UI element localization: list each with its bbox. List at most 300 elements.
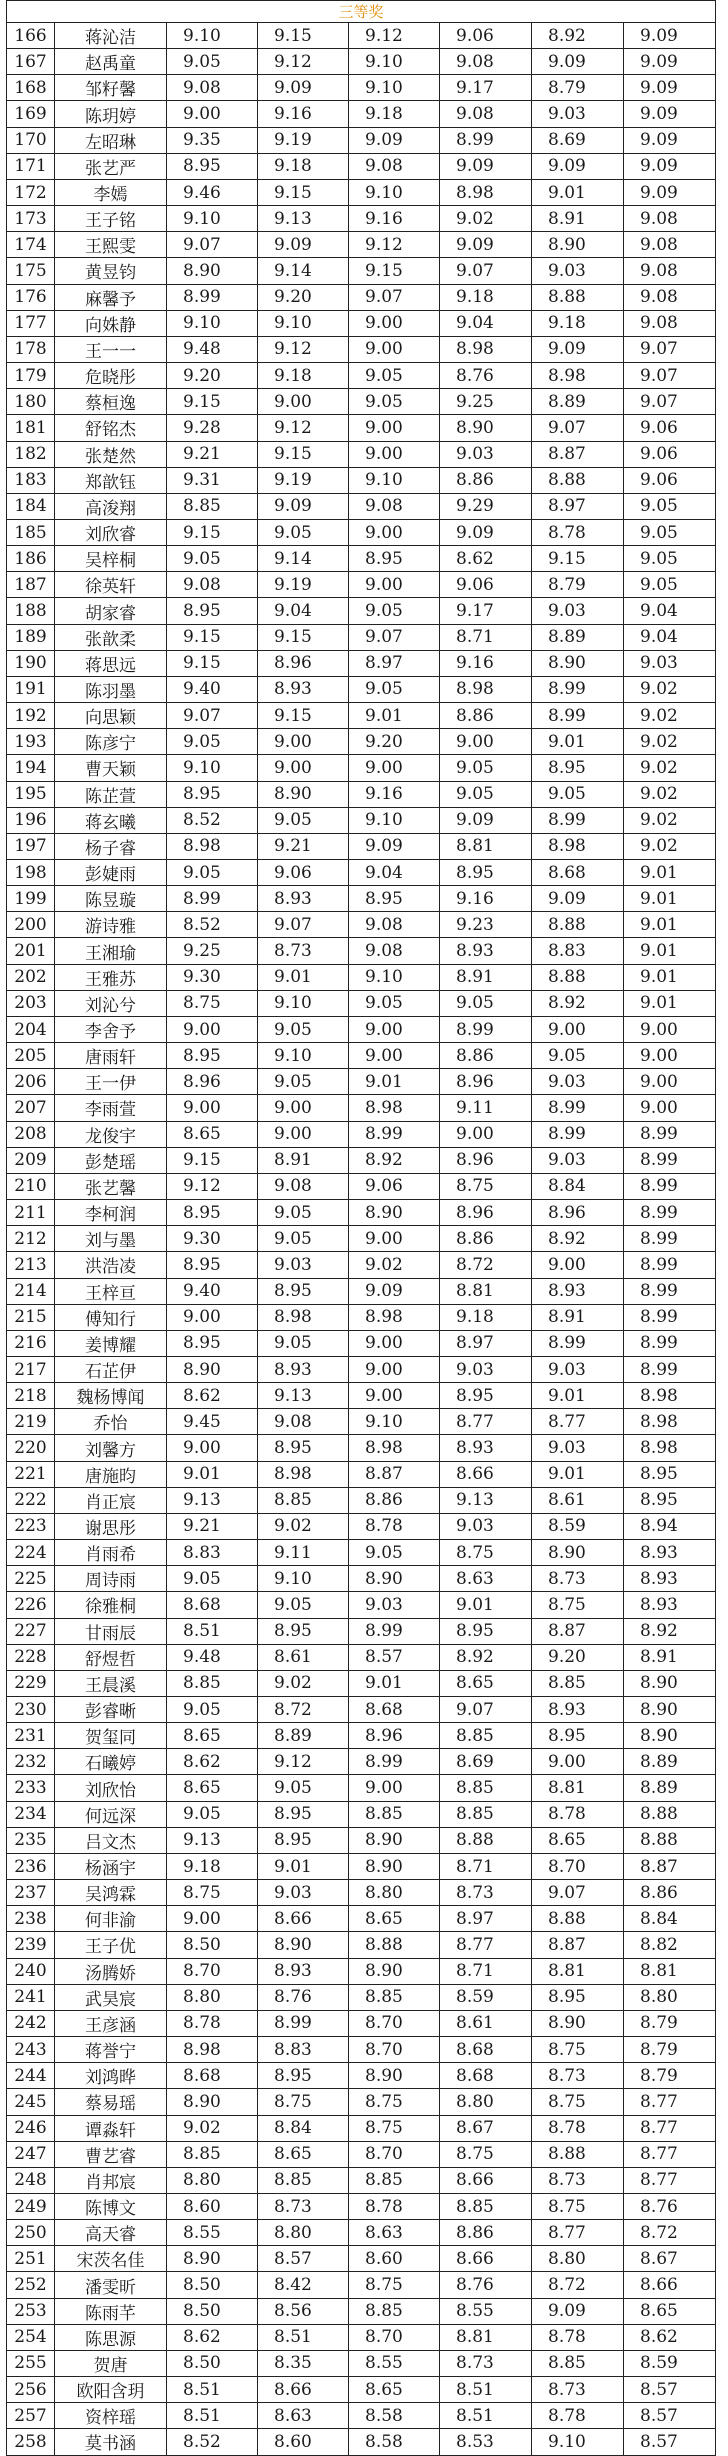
score-2-cell: 9.05 bbox=[258, 1592, 349, 1618]
score-5-cell: 8.59 bbox=[532, 1513, 624, 1539]
score-4-cell: 8.80 bbox=[440, 2089, 532, 2115]
table-row bbox=[7, 1644, 716, 1670]
rank-cell: 166 bbox=[7, 23, 55, 49]
score-1-cell: 9.15 bbox=[167, 650, 258, 676]
score-3-cell: 9.00 bbox=[349, 310, 440, 336]
score-1-cell: 9.45 bbox=[167, 1409, 258, 1435]
table-row bbox=[7, 1540, 716, 1566]
name-cell: 张艺严 bbox=[55, 153, 167, 179]
name-cell: 唐雨轩 bbox=[55, 1043, 167, 1069]
rank-cell: 189 bbox=[7, 624, 55, 650]
table-row bbox=[7, 1775, 716, 1801]
score-2-cell: 8.73 bbox=[258, 938, 349, 964]
table-row bbox=[7, 2141, 716, 2167]
score-1-cell: 8.62 bbox=[167, 1749, 258, 1775]
score-3-cell: 8.88 bbox=[349, 1932, 440, 1958]
score-5-cell: 9.00 bbox=[532, 1016, 624, 1042]
score-5-cell: 9.05 bbox=[532, 781, 624, 807]
name-cell: 王梓亘 bbox=[55, 1278, 167, 1304]
name-cell: 黄昱钧 bbox=[55, 258, 167, 284]
table-row bbox=[7, 2324, 716, 2350]
score-1-cell: 9.40 bbox=[167, 1278, 258, 1304]
final-score-cell: 8.79 bbox=[624, 2010, 716, 2036]
score-1-cell: 8.95 bbox=[167, 1252, 258, 1278]
score-3-cell: 9.08 bbox=[349, 493, 440, 519]
score-5-cell: 9.03 bbox=[532, 258, 624, 284]
score-1-cell: 8.51 bbox=[167, 2377, 258, 2403]
rank-cell: 194 bbox=[7, 755, 55, 781]
score-1-cell: 8.50 bbox=[167, 2298, 258, 2324]
name-cell: 郑歆钰 bbox=[55, 467, 167, 493]
name-cell: 莫书涵 bbox=[55, 2429, 167, 2455]
score-1-cell: 9.18 bbox=[167, 1853, 258, 1879]
score-2-cell: 8.51 bbox=[258, 2324, 349, 2350]
name-cell: 吴鸿霖 bbox=[55, 1880, 167, 1906]
rank-cell: 242 bbox=[7, 2010, 55, 2036]
final-score-cell: 9.08 bbox=[624, 284, 716, 310]
name-cell: 徐英轩 bbox=[55, 572, 167, 598]
score-1-cell: 9.07 bbox=[167, 232, 258, 258]
table-row bbox=[7, 990, 716, 1016]
score-5-cell: 8.81 bbox=[532, 1775, 624, 1801]
table-row bbox=[7, 2403, 716, 2429]
name-cell: 何非渝 bbox=[55, 1906, 167, 1932]
score-3-cell: 9.00 bbox=[349, 519, 440, 545]
score-4-cell: 9.02 bbox=[440, 206, 532, 232]
table-row bbox=[7, 1069, 716, 1095]
score-5-cell: 8.87 bbox=[532, 1618, 624, 1644]
final-score-cell: 8.90 bbox=[624, 1723, 716, 1749]
score-1-cell: 9.30 bbox=[167, 1226, 258, 1252]
score-4-cell: 9.16 bbox=[440, 886, 532, 912]
score-4-cell: 9.05 bbox=[440, 990, 532, 1016]
score-2-cell: 8.90 bbox=[258, 781, 349, 807]
score-1-cell: 8.60 bbox=[167, 2193, 258, 2219]
table-row bbox=[7, 2246, 716, 2272]
score-3-cell: 8.58 bbox=[349, 2429, 440, 2455]
score-2-cell: 9.13 bbox=[258, 206, 349, 232]
final-score-cell: 9.04 bbox=[624, 598, 716, 624]
final-score-cell: 9.01 bbox=[624, 990, 716, 1016]
name-cell: 乔怡 bbox=[55, 1409, 167, 1435]
score-5-cell: 8.93 bbox=[532, 1278, 624, 1304]
score-3-cell: 9.07 bbox=[349, 284, 440, 310]
score-3-cell: 9.01 bbox=[349, 703, 440, 729]
final-score-cell: 9.02 bbox=[624, 703, 716, 729]
score-2-cell: 8.85 bbox=[258, 2167, 349, 2193]
rank-cell: 245 bbox=[7, 2089, 55, 2115]
score-3-cell: 8.75 bbox=[349, 2089, 440, 2115]
score-2-cell: 9.18 bbox=[258, 363, 349, 389]
final-score-cell: 9.02 bbox=[624, 807, 716, 833]
score-3-cell: 8.85 bbox=[349, 2167, 440, 2193]
name-cell: 肖雨希 bbox=[55, 1540, 167, 1566]
name-cell: 肖邦宸 bbox=[55, 2167, 167, 2193]
score-1-cell: 9.15 bbox=[167, 624, 258, 650]
final-score-cell: 8.93 bbox=[624, 1592, 716, 1618]
name-cell: 蔡桓逸 bbox=[55, 389, 167, 415]
score-5-cell: 9.03 bbox=[532, 598, 624, 624]
name-cell: 石芷伊 bbox=[55, 1356, 167, 1382]
table-row bbox=[7, 2350, 716, 2376]
score-3-cell: 9.09 bbox=[349, 1278, 440, 1304]
score-4-cell: 8.71 bbox=[440, 1853, 532, 1879]
table-row bbox=[7, 1095, 716, 1121]
name-cell: 赵禹童 bbox=[55, 49, 167, 75]
name-cell: 徐雅桐 bbox=[55, 1592, 167, 1618]
rank-cell: 183 bbox=[7, 467, 55, 493]
score-2-cell: 9.14 bbox=[258, 546, 349, 572]
score-5-cell: 8.91 bbox=[532, 206, 624, 232]
score-5-cell: 8.88 bbox=[532, 1906, 624, 1932]
name-cell: 张艺馨 bbox=[55, 1173, 167, 1199]
table-row bbox=[7, 2298, 716, 2324]
rank-cell: 219 bbox=[7, 1409, 55, 1435]
table-row bbox=[7, 336, 716, 362]
score-3-cell: 8.58 bbox=[349, 2403, 440, 2429]
score-4-cell: 8.81 bbox=[440, 1278, 532, 1304]
score-1-cell: 8.85 bbox=[167, 2141, 258, 2167]
score-4-cell: 8.96 bbox=[440, 1200, 532, 1226]
final-score-cell: 8.77 bbox=[624, 2115, 716, 2141]
score-2-cell: 9.09 bbox=[258, 493, 349, 519]
final-score-cell: 8.77 bbox=[624, 2089, 716, 2115]
score-1-cell: 9.31 bbox=[167, 467, 258, 493]
score-1-cell: 8.75 bbox=[167, 1880, 258, 1906]
final-score-cell: 8.99 bbox=[624, 1356, 716, 1382]
score-3-cell: 9.00 bbox=[349, 572, 440, 598]
score-5-cell: 8.87 bbox=[532, 441, 624, 467]
score-3-cell: 8.57 bbox=[349, 1644, 440, 1670]
score-2-cell: 8.73 bbox=[258, 2193, 349, 2219]
score-1-cell: 8.51 bbox=[167, 2403, 258, 2429]
name-cell: 蔡易瑶 bbox=[55, 2089, 167, 2115]
final-score-cell: 8.95 bbox=[624, 1487, 716, 1513]
final-score-cell: 8.89 bbox=[624, 1775, 716, 1801]
final-score-cell: 8.99 bbox=[624, 1147, 716, 1173]
final-score-cell: 9.06 bbox=[624, 467, 716, 493]
name-cell: 王一一 bbox=[55, 336, 167, 362]
score-3-cell: 8.70 bbox=[349, 2141, 440, 2167]
score-2-cell: 8.95 bbox=[258, 1801, 349, 1827]
score-5-cell: 8.90 bbox=[532, 650, 624, 676]
score-1-cell: 8.62 bbox=[167, 1383, 258, 1409]
score-1-cell: 8.78 bbox=[167, 2010, 258, 2036]
table-row bbox=[7, 75, 716, 101]
score-3-cell: 8.65 bbox=[349, 2377, 440, 2403]
score-1-cell: 8.50 bbox=[167, 2350, 258, 2376]
rank-cell: 221 bbox=[7, 1461, 55, 1487]
score-5-cell: 9.15 bbox=[532, 546, 624, 572]
score-4-cell: 8.92 bbox=[440, 1644, 532, 1670]
score-3-cell: 8.99 bbox=[349, 1121, 440, 1147]
name-cell: 王子优 bbox=[55, 1932, 167, 1958]
score-3-cell: 9.00 bbox=[349, 1016, 440, 1042]
name-cell: 麻馨予 bbox=[55, 284, 167, 310]
score-3-cell: 9.10 bbox=[349, 807, 440, 833]
name-cell: 李嫣 bbox=[55, 179, 167, 205]
table-row bbox=[7, 1487, 716, 1513]
final-score-cell: 8.57 bbox=[624, 2429, 716, 2455]
score-3-cell: 9.05 bbox=[349, 1540, 440, 1566]
rank-cell: 181 bbox=[7, 415, 55, 441]
table-row bbox=[7, 23, 716, 49]
final-score-cell: 8.98 bbox=[624, 1383, 716, 1409]
score-3-cell: 8.98 bbox=[349, 1435, 440, 1461]
score-2-cell: 8.72 bbox=[258, 1697, 349, 1723]
score-4-cell: 8.86 bbox=[440, 2220, 532, 2246]
score-3-cell: 8.96 bbox=[349, 1723, 440, 1749]
score-3-cell: 9.06 bbox=[349, 1173, 440, 1199]
score-2-cell: 8.98 bbox=[258, 1461, 349, 1487]
rank-cell: 238 bbox=[7, 1906, 55, 1932]
score-2-cell: 8.95 bbox=[258, 2063, 349, 2089]
rank-cell: 247 bbox=[7, 2141, 55, 2167]
score-4-cell: 9.09 bbox=[440, 232, 532, 258]
score-1-cell: 8.99 bbox=[167, 284, 258, 310]
score-1-cell: 9.13 bbox=[167, 1487, 258, 1513]
name-cell: 高天睿 bbox=[55, 2220, 167, 2246]
score-4-cell: 9.07 bbox=[440, 258, 532, 284]
rank-cell: 177 bbox=[7, 310, 55, 336]
table-row bbox=[7, 1016, 716, 1042]
score-4-cell: 8.85 bbox=[440, 1801, 532, 1827]
score-5-cell: 8.92 bbox=[532, 23, 624, 49]
score-4-cell: 8.97 bbox=[440, 1330, 532, 1356]
name-cell: 刘欣睿 bbox=[55, 519, 167, 545]
name-cell: 李舍予 bbox=[55, 1016, 167, 1042]
name-cell: 贺唐 bbox=[55, 2350, 167, 2376]
rank-cell: 253 bbox=[7, 2298, 55, 2324]
score-5-cell: 8.99 bbox=[532, 1330, 624, 1356]
score-4-cell: 8.86 bbox=[440, 703, 532, 729]
score-1-cell: 9.10 bbox=[167, 23, 258, 49]
score-2-cell: 9.19 bbox=[258, 467, 349, 493]
score-5-cell: 9.03 bbox=[532, 101, 624, 127]
score-1-cell: 9.46 bbox=[167, 179, 258, 205]
score-5-cell: 8.77 bbox=[532, 2220, 624, 2246]
score-2-cell: 9.10 bbox=[258, 310, 349, 336]
name-cell: 向姝静 bbox=[55, 310, 167, 336]
name-cell: 邹籽馨 bbox=[55, 75, 167, 101]
rank-cell: 193 bbox=[7, 729, 55, 755]
score-3-cell: 9.05 bbox=[349, 598, 440, 624]
score-3-cell: 9.16 bbox=[349, 781, 440, 807]
rank-cell: 212 bbox=[7, 1226, 55, 1252]
name-cell: 彭楚瑶 bbox=[55, 1147, 167, 1173]
score-2-cell: 9.05 bbox=[258, 1226, 349, 1252]
score-3-cell: 9.05 bbox=[349, 676, 440, 702]
score-3-cell: 8.92 bbox=[349, 1147, 440, 1173]
final-score-cell: 8.77 bbox=[624, 2141, 716, 2167]
score-4-cell: 8.51 bbox=[440, 2377, 532, 2403]
score-4-cell: 8.95 bbox=[440, 1618, 532, 1644]
score-4-cell: 8.86 bbox=[440, 1226, 532, 1252]
score-5-cell: 8.88 bbox=[532, 912, 624, 938]
table-row bbox=[7, 467, 716, 493]
table-row bbox=[7, 1566, 716, 1592]
score-3-cell: 8.90 bbox=[349, 1827, 440, 1853]
final-score-cell: 8.99 bbox=[624, 1252, 716, 1278]
score-table bbox=[6, 0, 716, 2456]
score-4-cell: 8.69 bbox=[440, 1749, 532, 1775]
score-2-cell: 9.00 bbox=[258, 389, 349, 415]
name-cell: 王湘瑜 bbox=[55, 938, 167, 964]
rank-cell: 230 bbox=[7, 1697, 55, 1723]
rank-cell: 217 bbox=[7, 1356, 55, 1382]
rank-cell: 226 bbox=[7, 1592, 55, 1618]
score-2-cell: 9.05 bbox=[258, 1775, 349, 1801]
table-row bbox=[7, 1827, 716, 1853]
score-2-cell: 8.76 bbox=[258, 1984, 349, 2010]
score-2-cell: 8.93 bbox=[258, 886, 349, 912]
score-3-cell: 9.10 bbox=[349, 964, 440, 990]
final-score-cell: 9.02 bbox=[624, 676, 716, 702]
score-1-cell: 9.15 bbox=[167, 389, 258, 415]
score-4-cell: 9.03 bbox=[440, 1513, 532, 1539]
score-5-cell: 8.61 bbox=[532, 1487, 624, 1513]
final-score-cell: 8.79 bbox=[624, 2037, 716, 2063]
name-cell: 陈思源 bbox=[55, 2324, 167, 2350]
name-cell: 刘与墨 bbox=[55, 1226, 167, 1252]
score-2-cell: 9.00 bbox=[258, 755, 349, 781]
rank-cell: 202 bbox=[7, 964, 55, 990]
name-cell: 蒋沁洁 bbox=[55, 23, 167, 49]
score-2-cell: 8.95 bbox=[258, 1618, 349, 1644]
score-3-cell: 8.70 bbox=[349, 2037, 440, 2063]
rank-cell: 199 bbox=[7, 886, 55, 912]
rank-cell: 240 bbox=[7, 1958, 55, 1984]
table-row bbox=[7, 2167, 716, 2193]
score-1-cell: 8.99 bbox=[167, 886, 258, 912]
final-score-cell: 8.90 bbox=[624, 1697, 716, 1723]
name-cell: 吴梓桐 bbox=[55, 546, 167, 572]
score-5-cell: 8.92 bbox=[532, 990, 624, 1016]
table-row bbox=[7, 860, 716, 886]
score-4-cell: 9.03 bbox=[440, 1356, 532, 1382]
table-row bbox=[7, 964, 716, 990]
score-3-cell: 8.90 bbox=[349, 1566, 440, 1592]
rank-cell: 234 bbox=[7, 1801, 55, 1827]
table-row bbox=[7, 232, 716, 258]
final-score-cell: 8.84 bbox=[624, 1906, 716, 1932]
score-2-cell: 9.20 bbox=[258, 284, 349, 310]
score-5-cell: 8.95 bbox=[532, 1984, 624, 2010]
final-score-cell: 9.04 bbox=[624, 624, 716, 650]
rank-cell: 241 bbox=[7, 1984, 55, 2010]
score-1-cell: 9.01 bbox=[167, 1461, 258, 1487]
table-row bbox=[7, 1697, 716, 1723]
score-3-cell: 9.09 bbox=[349, 833, 440, 859]
score-4-cell: 9.25 bbox=[440, 389, 532, 415]
score-3-cell: 8.99 bbox=[349, 1618, 440, 1644]
score-3-cell: 8.63 bbox=[349, 2220, 440, 2246]
rank-cell: 213 bbox=[7, 1252, 55, 1278]
score-1-cell: 9.21 bbox=[167, 441, 258, 467]
name-cell: 龙俊宇 bbox=[55, 1121, 167, 1147]
name-cell: 游诗雅 bbox=[55, 912, 167, 938]
rank-cell: 236 bbox=[7, 1853, 55, 1879]
score-3-cell: 8.90 bbox=[349, 1853, 440, 1879]
score-3-cell: 8.60 bbox=[349, 2246, 440, 2272]
final-score-cell: 8.99 bbox=[624, 1278, 716, 1304]
final-score-cell: 9.08 bbox=[624, 258, 716, 284]
rank-cell: 232 bbox=[7, 1749, 55, 1775]
score-5-cell: 8.81 bbox=[532, 1958, 624, 1984]
rank-cell: 229 bbox=[7, 1670, 55, 1696]
score-2-cell: 8.99 bbox=[258, 2010, 349, 2036]
score-2-cell: 9.16 bbox=[258, 101, 349, 127]
score-5-cell: 8.99 bbox=[532, 1095, 624, 1121]
score-3-cell: 8.90 bbox=[349, 1200, 440, 1226]
final-score-cell: 9.02 bbox=[624, 833, 716, 859]
name-cell: 彭婕雨 bbox=[55, 860, 167, 886]
table-row bbox=[7, 1409, 716, 1435]
table-row bbox=[7, 49, 716, 75]
final-score-cell: 9.00 bbox=[624, 1095, 716, 1121]
score-1-cell: 9.00 bbox=[167, 1016, 258, 1042]
table-row bbox=[7, 2220, 716, 2246]
rank-cell: 169 bbox=[7, 101, 55, 127]
score-1-cell: 8.52 bbox=[167, 807, 258, 833]
rank-cell: 209 bbox=[7, 1147, 55, 1173]
score-2-cell: 9.19 bbox=[258, 127, 349, 153]
name-cell: 王子铭 bbox=[55, 206, 167, 232]
score-5-cell: 9.10 bbox=[532, 2429, 624, 2455]
table-row bbox=[7, 886, 716, 912]
score-2-cell: 9.15 bbox=[258, 624, 349, 650]
table-row bbox=[7, 1043, 716, 1069]
name-cell: 陈羽墨 bbox=[55, 676, 167, 702]
score-3-cell: 8.90 bbox=[349, 1958, 440, 1984]
score-2-cell: 8.60 bbox=[258, 2429, 349, 2455]
score-2-cell: 8.83 bbox=[258, 2037, 349, 2063]
score-5-cell: 8.83 bbox=[532, 938, 624, 964]
name-cell: 陈玥婷 bbox=[55, 101, 167, 127]
name-cell: 石曦婷 bbox=[55, 1749, 167, 1775]
score-4-cell: 8.63 bbox=[440, 1566, 532, 1592]
rank-cell: 239 bbox=[7, 1932, 55, 1958]
table-row bbox=[7, 938, 716, 964]
score-1-cell: 9.00 bbox=[167, 1435, 258, 1461]
score-1-cell: 8.95 bbox=[167, 1330, 258, 1356]
score-2-cell: 9.15 bbox=[258, 441, 349, 467]
rank-cell: 203 bbox=[7, 990, 55, 1016]
table-row bbox=[7, 1173, 716, 1199]
final-score-cell: 8.57 bbox=[624, 2377, 716, 2403]
score-3-cell: 8.70 bbox=[349, 2010, 440, 2036]
score-2-cell: 9.00 bbox=[258, 1095, 349, 1121]
score-2-cell: 8.65 bbox=[258, 2141, 349, 2167]
score-5-cell: 8.98 bbox=[532, 363, 624, 389]
table-row bbox=[7, 676, 716, 702]
score-2-cell: 9.13 bbox=[258, 1383, 349, 1409]
score-5-cell: 8.99 bbox=[532, 703, 624, 729]
final-score-cell: 9.05 bbox=[624, 546, 716, 572]
final-score-cell: 8.77 bbox=[624, 2167, 716, 2193]
rank-cell: 174 bbox=[7, 232, 55, 258]
score-4-cell: 9.09 bbox=[440, 519, 532, 545]
score-1-cell: 8.85 bbox=[167, 1670, 258, 1696]
score-1-cell: 9.13 bbox=[167, 1827, 258, 1853]
name-cell: 王熙雯 bbox=[55, 232, 167, 258]
score-5-cell: 8.78 bbox=[532, 2403, 624, 2429]
table-row bbox=[7, 2377, 716, 2403]
score-5-cell: 9.05 bbox=[532, 1043, 624, 1069]
score-4-cell: 8.99 bbox=[440, 1016, 532, 1042]
score-1-cell: 9.48 bbox=[167, 1644, 258, 1670]
score-4-cell: 8.51 bbox=[440, 2403, 532, 2429]
